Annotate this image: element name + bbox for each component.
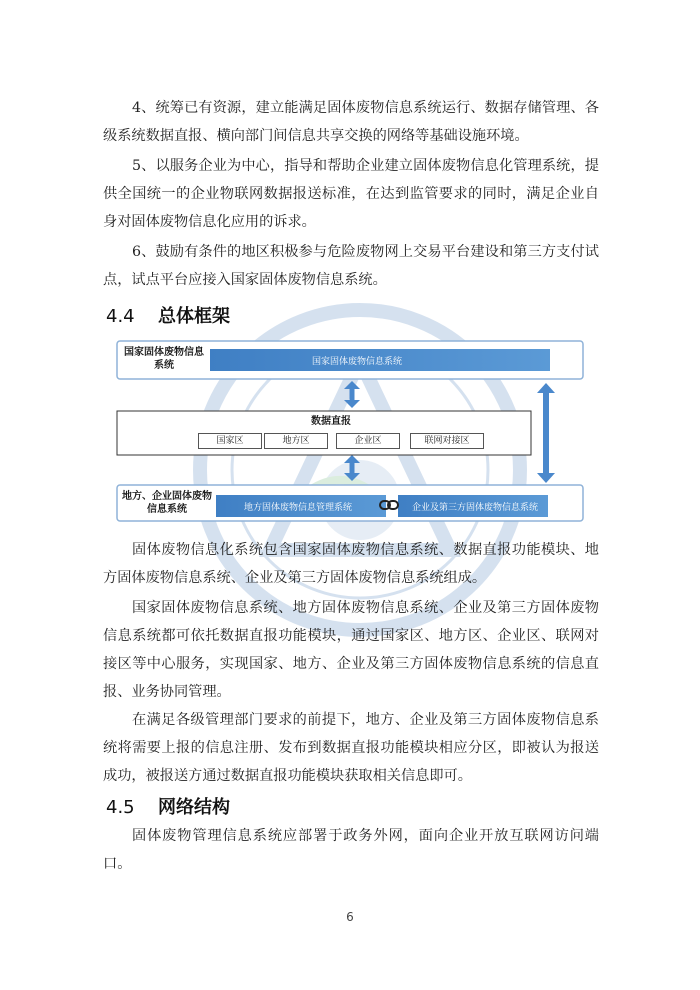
enterprise-bar-label: 企业及第三方固体废物信息系统 bbox=[412, 503, 539, 513]
arrow-national-center bbox=[344, 381, 360, 408]
local-bar-label: 地方固体废物信息管理系统 bbox=[244, 503, 353, 513]
paragraph-item-5: 5、以服务企业为中心，指导和帮助企业建立固体废物信息化管理系统，提供全国统一的企业物联网数据报送标准，在达到监管要求的同时，满足企业自身对固体废物信息化应用的诉求。 bbox=[103, 158, 599, 230]
national-system-label: 国家固体废物信息系统 bbox=[124, 347, 204, 371]
paragraph-network: 固体废物管理信息系统应部署于政务外网，面向企业开放互联网访问端口。 bbox=[103, 828, 599, 872]
zone-enterprise: 企业区 bbox=[336, 433, 400, 449]
paragraph-framework-composition: 固体废物信息化系统包含国家固体废物信息系统、数据直报功能模块、地方固体废物信息系统、企业及第三方固体废物信息系统组成。 bbox=[103, 542, 599, 586]
local-enterprise-label: 地方、企业固体废物信息系统 bbox=[122, 491, 212, 515]
section-heading-4-4 bbox=[106, 302, 230, 328]
zone-local: 地方区 bbox=[264, 433, 328, 449]
section-number: 4.4 bbox=[106, 306, 135, 327]
paragraph-framework-reporting: 在满足各级管理部门要求的前提下，地方、企业及第三方固体废物信息系统将需要上报的信息注册、发布到数据直报功能模块相应分区，即被认为报送成功，被报送方通过数据直报功能模块获取相关信息即可。 bbox=[103, 712, 599, 784]
section-title: 网络结构 bbox=[158, 797, 230, 818]
section-number: 4.5 bbox=[106, 797, 135, 818]
arrow-center-local bbox=[344, 455, 360, 481]
paragraph-framework-services: 国家固体废物信息系统、地方固体废物信息系统、企业及第三方固体废物信息系统都可依托数据直报功能模块，通过国家区、地方区、企业区、联网对接区等中心服务，实现国家、地方、企业及第三方固体废物信息系统的信息直报、业务协同管理。 bbox=[103, 600, 599, 700]
paragraph-item-4: 4、统筹已有资源，建立能满足固体废物信息系统运行、数据存储管理、各级系统数据直报、横向部门间信息共享交换的网络等基础设施环境。 bbox=[103, 100, 599, 144]
page-number: 6 bbox=[346, 910, 354, 924]
section-heading-4-5 bbox=[106, 793, 230, 819]
framework-diagram bbox=[116, 339, 586, 524]
zone-national: 国家区 bbox=[198, 433, 262, 449]
national-bar-label: 国家固体废物信息系统 bbox=[312, 357, 403, 367]
data-report-title: 数据直报 bbox=[311, 416, 351, 427]
section-title: 总体框架 bbox=[158, 306, 230, 327]
paragraph-item-6: 6、鼓励有条件的地区积极参与危险废物网上交易平台建设和第三方支付试点，试点平台应接入国家固体废物信息系统。 bbox=[103, 244, 599, 288]
arrow-local-national bbox=[537, 383, 555, 483]
zone-interconnect: 联网对接区 bbox=[410, 433, 484, 449]
